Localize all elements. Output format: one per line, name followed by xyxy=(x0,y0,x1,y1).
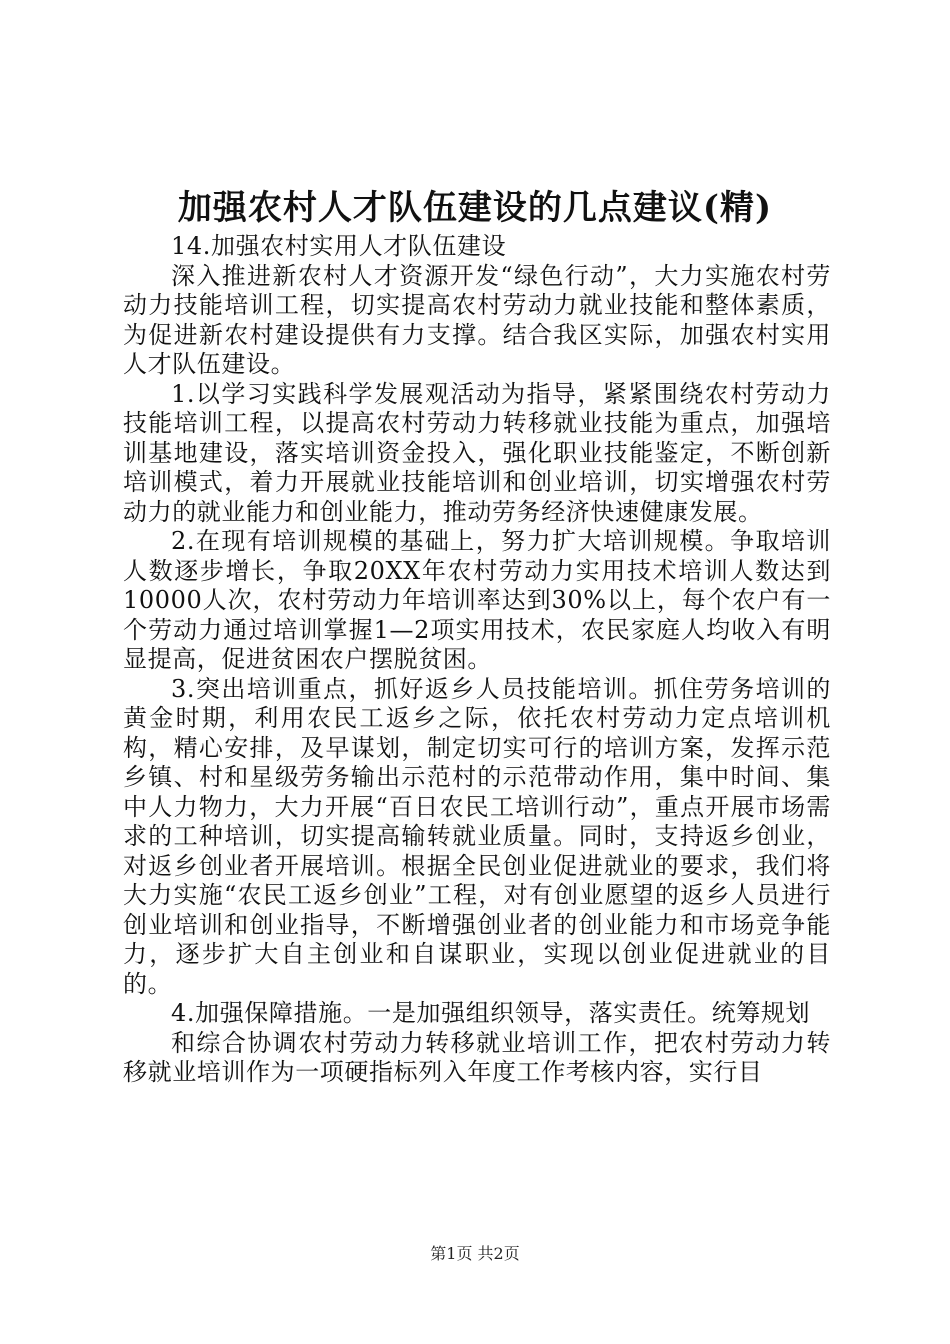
paragraph-point-2: 2.在现有培训规模的基础上，努力扩大培训规模。争取培训人数逐步增长，争取20XX年农村劳动力实用技术培训人数达到10000人次，农村劳动力年培训率达到30%以上，每个农户有一个劳动力通过培训掌握1—2项实用技术，农民家庭人均收入有明显提高，促进贫困农户摆脱贫困。 xyxy=(123,527,831,673)
page-number-footer: 第1页 共2页 xyxy=(430,1244,520,1263)
document-title: 加强农村人才队伍建设的几点建议(精) xyxy=(177,188,773,228)
paragraph-continuation: 和综合协调农村劳动力转移就业培训工作，把农村劳动力转移就业培训作为一项硬指标列入年度工作考核内容，实行目 xyxy=(123,1028,831,1086)
paragraph-point-3: 3.突出培训重点，抓好返乡人员技能培训。抓住劳务培训的黄金时期，利用农民工返乡之际，依托农村劳动力定点培训机构，精心安排，及早谋划，制定切实可行的培训方案，发挥示范乡镇、村和星级劳务输出示范村的示范带动作用，集中时间、集中人力物力，大力开展“百日农民工培训行动”，重点开展市场需求的工种培训，切实提高输转就业质量。同时，支持返乡创业，对返乡创业者开展培训。根据全民创业促进就业的要求，我们将大力实施“农民工返乡创业”工程，对有创业愿望的返乡人员进行创业培训和创业指导，不断增强创业者的创业能力和市场竞争能力，逐步扩大自主创业和自谋职业，实现以创业促进就业的目的。 xyxy=(123,674,831,998)
section-heading: 14.加强农村实用人才队伍建设 xyxy=(171,232,507,260)
intro-paragraph: 深入推进新农村人才资源开发“绿色行动”，大力实施农村劳动力技能培训工程，切实提高农村劳动力就业技能和整体素质，为促进新农村建设提供有力支撑。结合我区实际，加强农村实用人才队伍建设。 xyxy=(123,261,831,378)
document-body xyxy=(123,232,831,1088)
paragraph-point-1: 1.以学习实践科学发展观活动为指导，紧紧围绕农村劳动力技能培训工程，以提高农村劳动力转移就业技能为重点，加强培训基地建设，落实培训资金投入，强化职业技能鉴定，不断创新培训模式，着力开展就业技能培训和创业培训，切实增强农村劳动力的就业能力和创业能力，推动劳务经济快速健康发展。 xyxy=(123,379,831,526)
paragraph-point-4: 4.加强保障措施。一是加强组织领导，落实责任。统筹规划 xyxy=(171,999,811,1027)
